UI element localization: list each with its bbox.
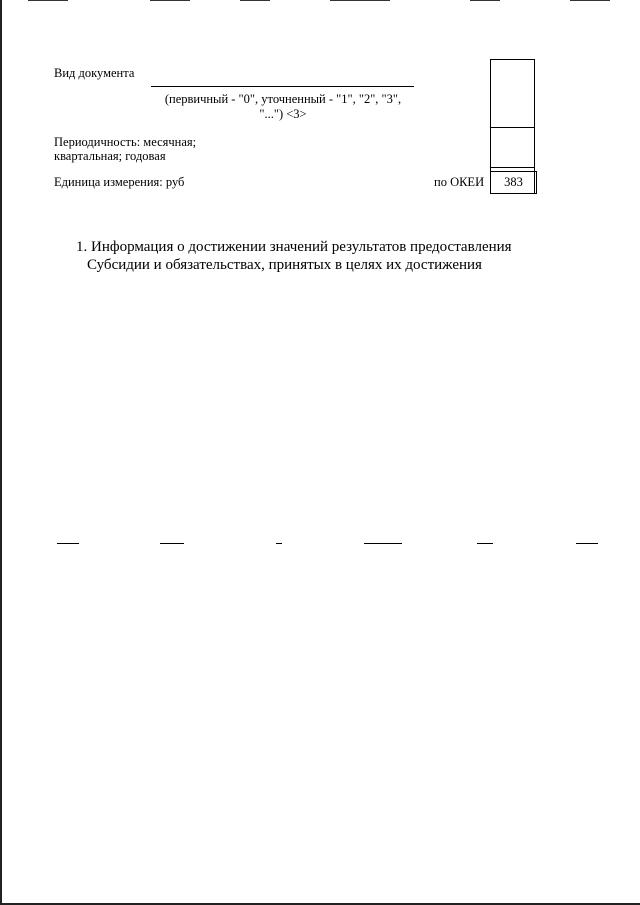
doc-type-fill-line: [151, 86, 414, 87]
table-rule-fragment: [160, 543, 184, 544]
doc-type-hint-line-1: (первичный - "0", уточненный - "1", "2", "3",: [164, 92, 402, 106]
okei-code-cell: 383: [490, 171, 537, 194]
top-edge-mark: [570, 0, 610, 1]
section-title-line-2: Субсидии и обязательствах, принятых в целях их достижения: [87, 257, 482, 273]
table-rule-fragment: [477, 543, 493, 544]
periodicity-label-line-2: квартальная; годовая: [54, 149, 166, 163]
page-left-edge: [0, 0, 2, 905]
code-box-divider: [490, 127, 535, 128]
periodicity-label-line-1: Периодичность: месячная;: [54, 135, 197, 149]
top-edge-mark: [470, 0, 500, 1]
table-rule-fragment: [57, 543, 79, 544]
okei-label: по ОКЕИ: [434, 175, 485, 189]
doc-type-hint-line-2: "...") <3>: [259, 107, 307, 121]
section-title: [76, 238, 556, 274]
top-edge-mark: [28, 0, 68, 1]
table-rule-fragment: [276, 543, 282, 544]
unit-label: Единица измерения: руб: [54, 175, 185, 189]
table-rule-fragment: [364, 543, 402, 544]
doc-type-hint: [150, 92, 416, 122]
code-box-divider: [490, 167, 535, 168]
doc-type-label: Вид документа: [54, 66, 135, 80]
top-edge-mark: [240, 0, 270, 1]
top-edge-mark: [330, 0, 390, 1]
top-edge-mark: [150, 0, 190, 1]
section-title-line-1: 1. Информация о достижении значений результатов предоставления: [76, 239, 512, 255]
table-rule-fragment: [576, 543, 598, 544]
